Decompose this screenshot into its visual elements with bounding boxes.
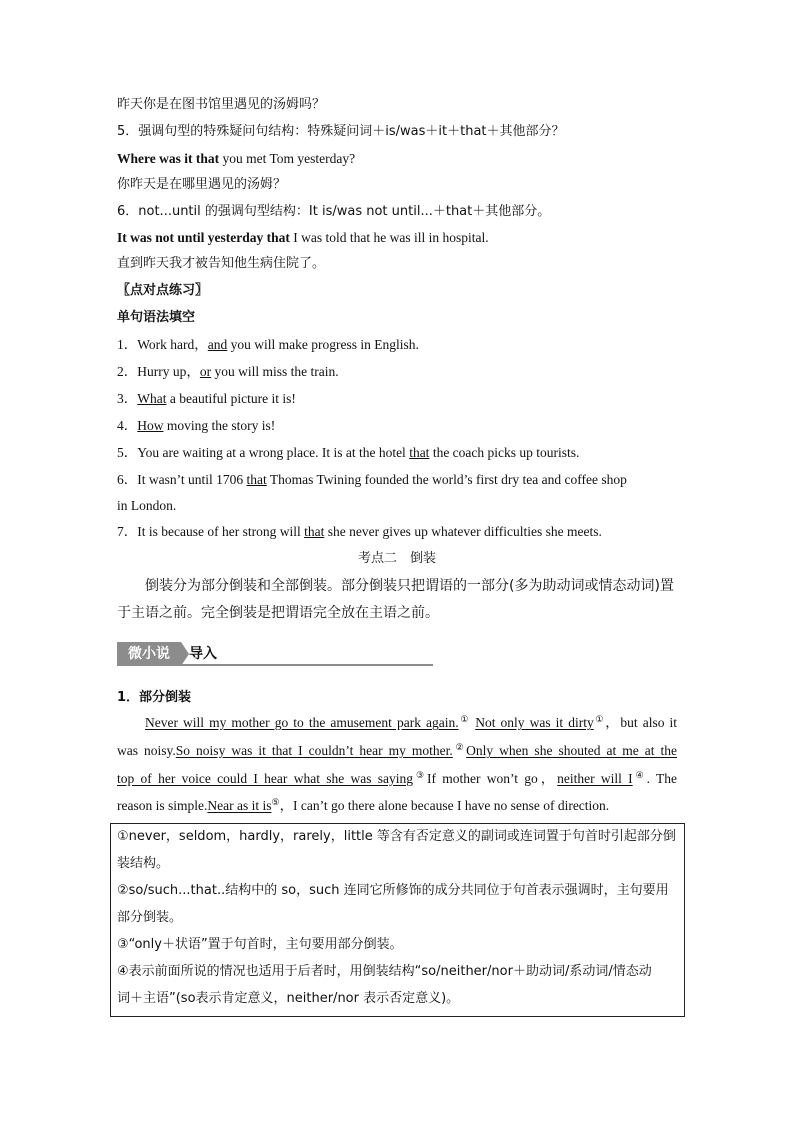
practice-item [117,363,339,381]
story-text: . The [646,771,678,786]
example-5-rest: you met Tom yesterday? [219,151,356,166]
item-text: 6．It wasn’t until 1706 [117,472,247,487]
item-answer: that [246,472,267,487]
note-4-line-1: ④表示前面所说的情况也适用于后者时，用倒装结构“so/neither/nor＋助动词/系动词/情态动 [117,964,652,979]
translation-line-3: 直到昨天我才被告知他生病住院了。 [117,256,326,271]
story-sentence: Only when she shouted at me at the [466,743,677,758]
story-text: ，I can’t go there alone because I have no sense of direction. [279,798,610,813]
item-text: you will make progress in English. [227,337,419,352]
item-text: 4． [117,418,138,433]
example-6 [117,229,489,247]
example-5 [117,150,355,168]
story-sentence: top of her voice could I hear what she was saying [117,771,414,786]
item-text: 3． [117,391,138,406]
item-text: moving the story is! [163,418,276,433]
item-text: the coach picks up tourists. [429,445,580,460]
practice-item-continuation [117,497,176,515]
section-banner [117,642,433,666]
story-line-1 [145,714,677,732]
item-text: 5．You are waiting at a wrong place. It is at the hotel [117,445,410,460]
story-text: ，but also it [605,715,678,730]
story-line-3 [117,770,677,788]
subsection-title: 1．部分倒装 [117,690,192,705]
banner-tag: 微小说 [117,642,181,666]
example-6-rest: I was told that he was ill in hospital. [289,230,489,245]
note-1-line-2: 装结构。 [117,856,170,871]
note-3: ③“only＋状语”置于句首时，主句要用部分倒装。 [117,937,403,952]
note-marker: ④ [632,770,647,780]
item-text: 2．Hurry up， [117,364,200,379]
story-line-4 [117,797,677,815]
note-4-line-2: 词＋主语”(so表示肯定意义，neither/nor 表示否定意义)。 [117,991,460,1006]
item-text: you will miss the train. [211,364,339,379]
practice-item [117,523,602,541]
note-marker: ① [593,714,606,724]
section-title: 考点二 倒装 [357,551,436,566]
note-marker: ② [452,742,467,752]
story-text: was noisy. [117,743,176,758]
rule-6: 6．not...until 的强调句型结构：It is/was not until...＋that＋其他部分。 [117,204,551,219]
practice-item [117,444,579,462]
story-text: If mother won’t go， [426,771,558,786]
story-sentence: Never will my mother go to the amusement park again. [145,715,459,730]
notes-box [110,823,685,1017]
note-1-line-1: ①never，seldom，hardly，rarely，little 等含有否定意义的副词或连词置于句首时引起部分倒 [117,829,676,844]
section-intro-line-2: 于主语之前。完全倒装是把谓语完全放在主语之前。 [117,605,439,621]
example-6-emphasis: It was not until yesterday that [117,230,290,245]
story-text: reason is simple. [117,798,208,813]
practice-subheader: 单句语法填空 [117,310,196,325]
story-sentence: So noisy was it that I couldn’t hear my mother. [175,743,453,758]
item-text: 7．It is because of her strong will [117,524,305,539]
item-answer: How [137,418,164,433]
banner-label: 导入 [189,646,217,662]
practice-item [117,336,419,354]
item-answer: that [409,445,430,460]
item-text: Thomas Twining founded the world’s first dry tea and coffee shop [266,472,627,487]
item-answer: and [207,337,228,352]
practice-item [117,390,296,408]
note-marker: ① [458,714,471,724]
item-text: in London. [117,498,177,513]
banner-rule [181,664,433,666]
item-text: a beautiful picture it is! [166,391,296,406]
practice-item [117,471,627,489]
item-answer: or [199,364,212,379]
rule-5: 5．强调句型的特殊疑问句结构：特殊疑问词＋is/was＋it＋that＋其他部分？ [117,124,565,139]
example-5-emphasis: Where was it that [117,151,220,166]
note-2-line-2: 部分倒装。 [117,910,183,925]
story-sentence: Not only was it dirty [475,715,594,730]
note-marker: ③ [413,770,427,780]
translation-line-2: 你昨天是在哪里遇见的汤姆？ [117,177,287,192]
section-intro-line-1: 倒装分为部分倒装和全部倒装。部分倒装只把谓语的一部分(多为助动词或情态动词)置 [145,578,674,594]
story-sentence: Near as it is [207,798,272,813]
story-sentence: neither will I [557,771,633,786]
practice-header: 〖点对点练习〗 [117,283,209,298]
item-answer: What [137,391,167,406]
note-marker: ⑤ [271,797,280,807]
note-2-line-1: ②so/such...that..结构中的 so，such 连同它所修饰的成分共同位于句首表示强调时，主句要用 [117,883,669,898]
translation-line-1: 昨天你是在图书馆里遇见的汤姆吗？ [117,97,326,112]
practice-item [117,417,275,435]
story-line-2 [117,742,677,760]
item-text: she never gives up whatever difficulties she meets. [324,524,602,539]
item-answer: that [304,524,325,539]
item-text: 1．Work hard， [117,337,208,352]
